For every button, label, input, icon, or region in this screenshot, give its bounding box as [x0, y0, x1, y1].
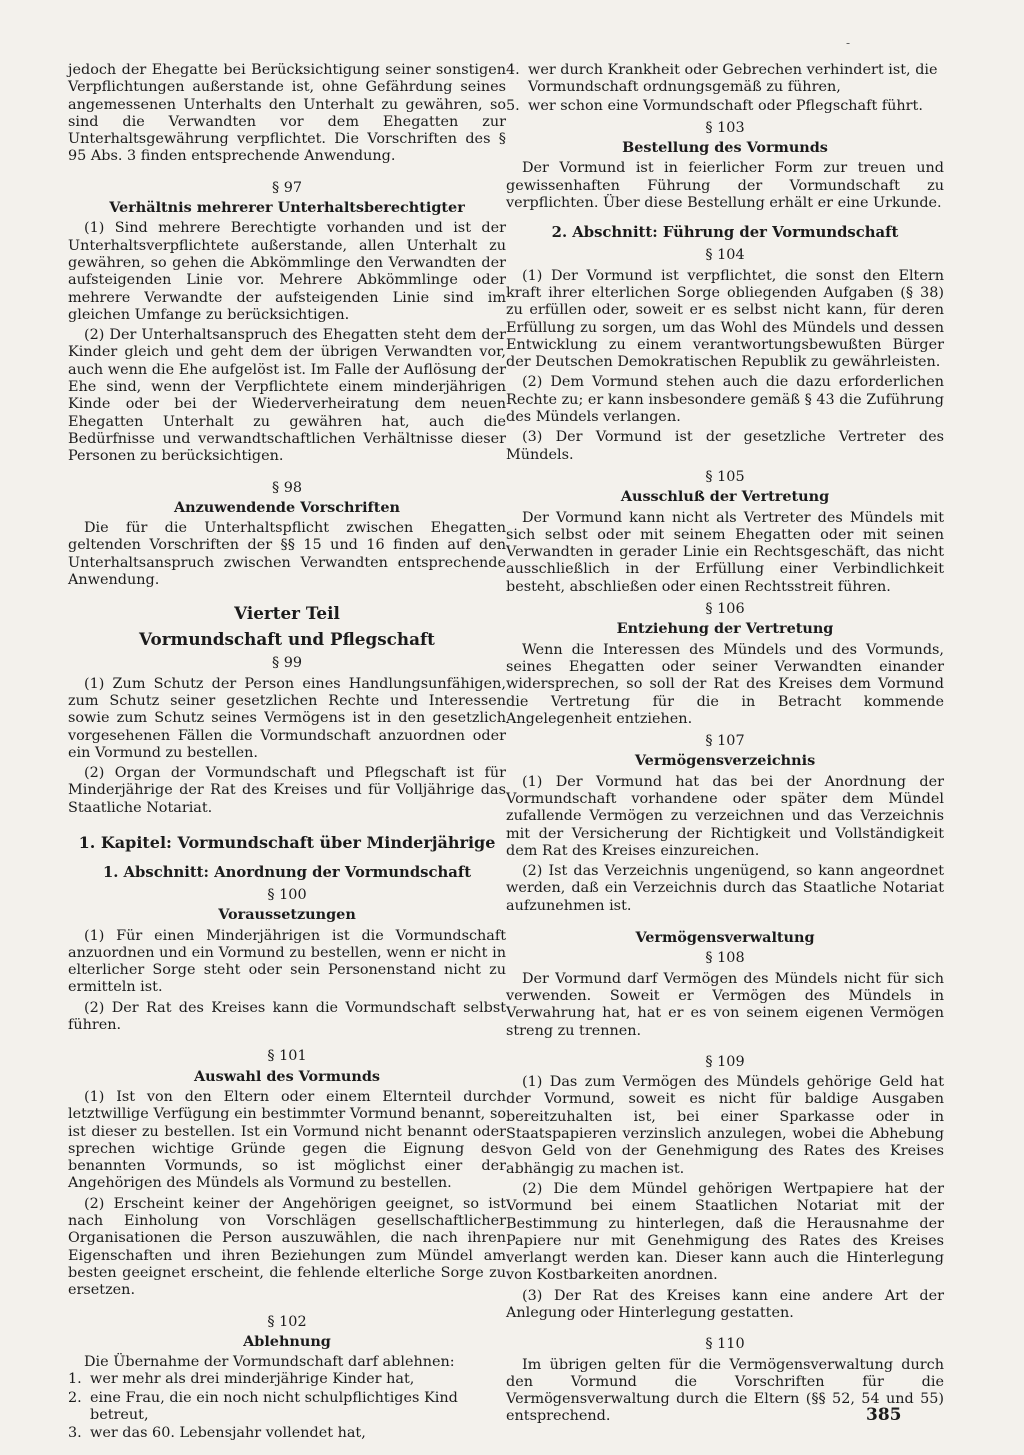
list-item-text: eine Frau, die ein noch nicht schulpflichtiges Kind betreut, — [90, 1389, 458, 1423]
paragraph-106-1: Wenn die Interessen des Mündels und des Vormunds, seines Ehegatten oder seiner Verwandten einander widersprechen, so soll der Rat des Kreises dem Vormund die Vertretung für die in Betracht kommende Angelegenheit entziehen. — [506, 641, 944, 727]
section-title-102: Ablehnung — [243, 1332, 331, 1350]
section-number-110: § 110 — [705, 1336, 745, 1353]
section-number-105: § 105 — [705, 468, 745, 485]
refusal-list-right — [506, 62, 944, 115]
section-number-100: § 100 — [267, 886, 307, 903]
list-item — [506, 62, 944, 97]
chapter-heading: 1. Kapitel: Vormundschaft über Minderjährige — [78, 832, 496, 852]
page-number: 385 — [866, 1405, 902, 1425]
section-title-107: Vermögensverzeichnis — [634, 752, 816, 770]
section-number-106: § 106 — [705, 601, 745, 618]
paragraph-109-3: (3) Der Rat des Kreises kann eine andere Art der Anlegung oder Hinterlegung gestatten. — [506, 1287, 944, 1321]
list-item — [506, 98, 944, 115]
section-title-103: Bestellung des Vormunds — [622, 139, 828, 157]
section-number-101: § 101 — [267, 1048, 307, 1065]
section-number-109: § 109 — [705, 1053, 745, 1070]
margin-mark: - — [846, 36, 851, 50]
list-item-number: 5. — [506, 97, 520, 114]
subheading-vermoegensverwaltung: Vermögensverwaltung — [635, 929, 815, 947]
paragraph-100-1: (1) Für einen Minderjährigen ist die Vormundschaft anzuordnen und ein Vormund zu bestellen, wenn er nicht in elterlicher Sorge steht oder sein Personenstand nicht zu ermitteln ist. — [68, 927, 506, 996]
paragraph-107-2: (2) Ist das Verzeichnis ungenügend, so kann angeordnet werden, daß ein Verzeichnis durch das Staatliche Notariat aufzunehmen ist. — [506, 863, 944, 914]
list-item-number: 2. — [68, 1389, 82, 1406]
paragraph-100-2: (2) Der Rat des Kreises kann die Vormundschaft selbst führen. — [68, 999, 506, 1034]
paragraph-97-1: (1) Sind mehrere Berechtigte vorhanden und ist der Unterhaltsverpflichtete außerstande, allen Unterhalt zu gewähren, so gehen die Abkömmlinge den Verwandten der aufsteigenden Linie vor. Mehrere Abkömmlinge oder mehrere Verwandte der aufsteigenden Linie sind im gleichen Umfange zu berücksichtigen. — [68, 220, 506, 323]
section-number-104: § 104 — [705, 247, 745, 264]
section-number-97: § 97 — [271, 179, 303, 196]
paragraph-104-3: (3) Der Vormund ist der gesetzliche Vertreter des Mündels. — [506, 429, 944, 463]
section-title-97: Verhältnis mehrerer Unterhaltsberechtigter — [109, 199, 465, 217]
section-number-107: § 107 — [705, 733, 745, 750]
list-item-number: 3. — [68, 1425, 82, 1442]
section-title-106: Entziehung der Vertretung — [616, 620, 834, 638]
abschnitt-heading-2: 2. Abschnitt: Führung der Vormundschaft — [551, 224, 899, 242]
list-item — [68, 1390, 506, 1425]
paragraph-101-2: (2) Erscheint keiner der Angehörigen geeignet, so ist nach Einholung von Vorschlägen gesellschaftlicher Organisationen die Person auszuwählen, die nach ihren Eigenschaften und ihren Beziehungen zum Mündel am besten geeignet erscheint, die fehlende elterliche Sorge zu ersetzen. — [68, 1195, 506, 1299]
paragraph-107-1: (1) Der Vormund hat das bei der Anordnung der Vormundschaft vorhandene oder später dem Mündel zufallende Vermögen zu verzeichnen und das Verzeichnis mit der Versicherung der Richtigkeit und Vollständigkeit dem Rat des Kreises einzureichen. — [506, 773, 944, 859]
paragraph-102-intro: Die Übernahme der Vormundschaft darf ablehnen: — [84, 1354, 455, 1371]
paragraph-110-1: Im übrigen gelten für die Vermögensverwaltung durch den Vormund die Vorschriften für die Vermögensverwaltung durch die Eltern (§§ 52, 54 und 55) entsprechend. — [506, 1356, 944, 1425]
paragraph-98-1: Die für die Unterhaltspflicht zwischen Ehegatten geltenden Vorschriften der §§ 15 und 16 finden auf den Unterhaltsanspruch zwischen Verwandten entsprechende Anwendung. — [68, 520, 506, 589]
paragraph-109-2: (2) Die dem Mündel gehörigen Wertpapiere hat der Vormund bei einem Staatlichen Notariat mit der Bestimmung zu hinterlegen, daß die Herausnahme der Papiere nur mit Genehmigung des Rates des Kreises verlangt werden kan. Dieser kann auch die Hinterlegung von Kostbarkeiten anordnen. — [506, 1180, 944, 1284]
list-item — [68, 1425, 506, 1442]
list-item-text: wer mehr als drei minderjährige Kinder hat, — [90, 1371, 415, 1388]
paragraph-104-2: (2) Dem Vormund stehen auch die dazu erforderlichen Rechte zu; er kann insbesondere gemäß § 43 die Zuführung des Mündels verlangen. — [506, 374, 944, 426]
section-title-98: Anzuwendende Vorschriften — [173, 498, 401, 516]
paragraph-108-1: Der Vormund darf Vermögen des Mündels nicht für sich verwenden. Soweit er Vermögen des Mündels in Verwahrung hat, hat er es von seinem eigenen Vermögen streng zu trennen. — [506, 970, 944, 1039]
continued-paragraph: jedoch der Ehegatte bei Berücksichtigung seiner sonstigen Verpflichtungen außerstande ist, ohne Gefährdung seines angemessenen Unterhalts den Unterhalt zu gewähren, so sind die Verwandten vor dem Ehegatten zur Unterhaltsgewährung verpflichtet. Die Vorschriften des § 95 Abs. 3 finden entsprechende Anwendung. — [68, 62, 506, 165]
part-heading: Vierter Teil — [234, 603, 340, 624]
paragraph-109-1: (1) Das zum Vermögen des Mündels gehörige Geld hat der Vormund, soweit es nicht für baldige Ausgaben bereitzuhalten ist, bei einer Sparkasse oder in Staatspapieren verzinslich anzulegen, wobei die Abhebung von Geld von der Genehmigung des Rates des Kreises abhängig zu machen ist. — [506, 1074, 944, 1177]
section-number-102: § 102 — [267, 1313, 307, 1330]
part-title: Vormundschaft und Pflegschaft — [139, 629, 435, 650]
paragraph-97-2: (2) Der Unterhaltsanspruch des Ehegatten steht dem der Kinder gleich und geht dem der übrigen Verwandten vor, auch wenn die Ehe aufgelöst ist. Im Falle der Auflösung der Ehe sind, wenn der Verpflichtete einem minderjährigen Kinde oder bei der Wiederverheiratung dem neuen Ehegatten Unterhalt zu gewähren hat, auch die Bedürfnisse und verwandtschaftlichen Verhältnisse dieser Personen zu berücksichtigen. — [68, 327, 506, 465]
list-item-text: wer schon eine Vormundschaft oder Pflegschaft führt. — [528, 97, 923, 114]
section-number-99: § 99 — [271, 655, 303, 672]
abschnitt-heading-1: 1. Abschnitt: Anordnung der Vormundschaft — [102, 863, 472, 881]
paragraph-104-1: (1) Der Vormund ist verpflichtet, die sonst den Eltern kraft ihrer elterlichen Sorge obliegenden Aufgaben (§ 38) zu erfüllen oder, soweit er es selbst nicht kann, für deren Erfüllung zu sorgen, um das Wohl des Mündels und dessen Entwicklung zu einem verantwortungsbewußten Bürger der Deutschen Demokratischen Republik zu gewährleisten. — [506, 267, 944, 371]
left-column — [68, 62, 506, 1444]
paragraph-105-1: Der Vormund kann nicht als Vertreter des Mündels mit sich selbst oder mit seinem Ehegatten oder mit seinen Verwandten in gerader Linie ein Rechtsgeschäft, das nicht ausschließlich in der Erfüllung einer Verbindlichkeit besteht, abschließen oder einen Rechtsstreit führen. — [506, 509, 944, 595]
section-number-108: § 108 — [705, 950, 745, 967]
paragraph-103-1: Der Vormund ist in feierlicher Form zur treuen und gewissenhaften Führung der Vormundschaft zu verpflichten. Über diese Bestellung erhält er eine Urkunde. — [506, 160, 944, 212]
paragraph-101-1: (1) Ist von den Eltern oder einem Elternteil durch letztwillige Verfügung ein bestimmter Vormund benannt, so ist dieser zu bestellen. Ist ein Vormund nicht benannt oder sprechen wichtige Gründe gegen die Eignung des benannten Vormunds, so ist möglichst einer der Angehörigen des Mündels als Vormund zu bestellen. — [68, 1088, 506, 1192]
list-item-text: wer das 60. Lebensjahr vollendet hat, — [90, 1425, 366, 1442]
list-item-text: wer durch Krankheit oder Gebrechen verhindert ist, die Vormundschaft ordnungsgemäß zu führen, — [528, 62, 938, 96]
section-title-101: Auswahl des Vormunds — [193, 1067, 381, 1085]
list-item-number: 4. — [506, 62, 520, 78]
refusal-list-left — [68, 1371, 506, 1442]
paragraph-99-2: (2) Organ der Vormundschaft und Pflegschaft ist für Minderjährige der Rat des Kreises und für Volljährige das Staatliche Notariat. — [68, 765, 506, 816]
paragraph-99-1: (1) Zum Schutz der Person eines Handlungsunfähigen, zum Schutz seiner gesetzlichen Rechte und Interessen sowie zum Schutz seines Vermögens ist in den gesetzlich vorgesehenen Fällen die Vormundschaft anzuordnen oder ein Vormund zu bestellen. — [68, 675, 506, 761]
section-number-98: § 98 — [271, 479, 303, 496]
right-column — [506, 62, 944, 1426]
section-number-103: § 103 — [705, 119, 745, 136]
list-item-number: 1. — [68, 1371, 82, 1388]
section-title-100: Voraussetzungen — [218, 906, 356, 924]
section-title-105: Ausschluß der Vertretung — [620, 488, 830, 506]
list-item — [68, 1371, 506, 1388]
